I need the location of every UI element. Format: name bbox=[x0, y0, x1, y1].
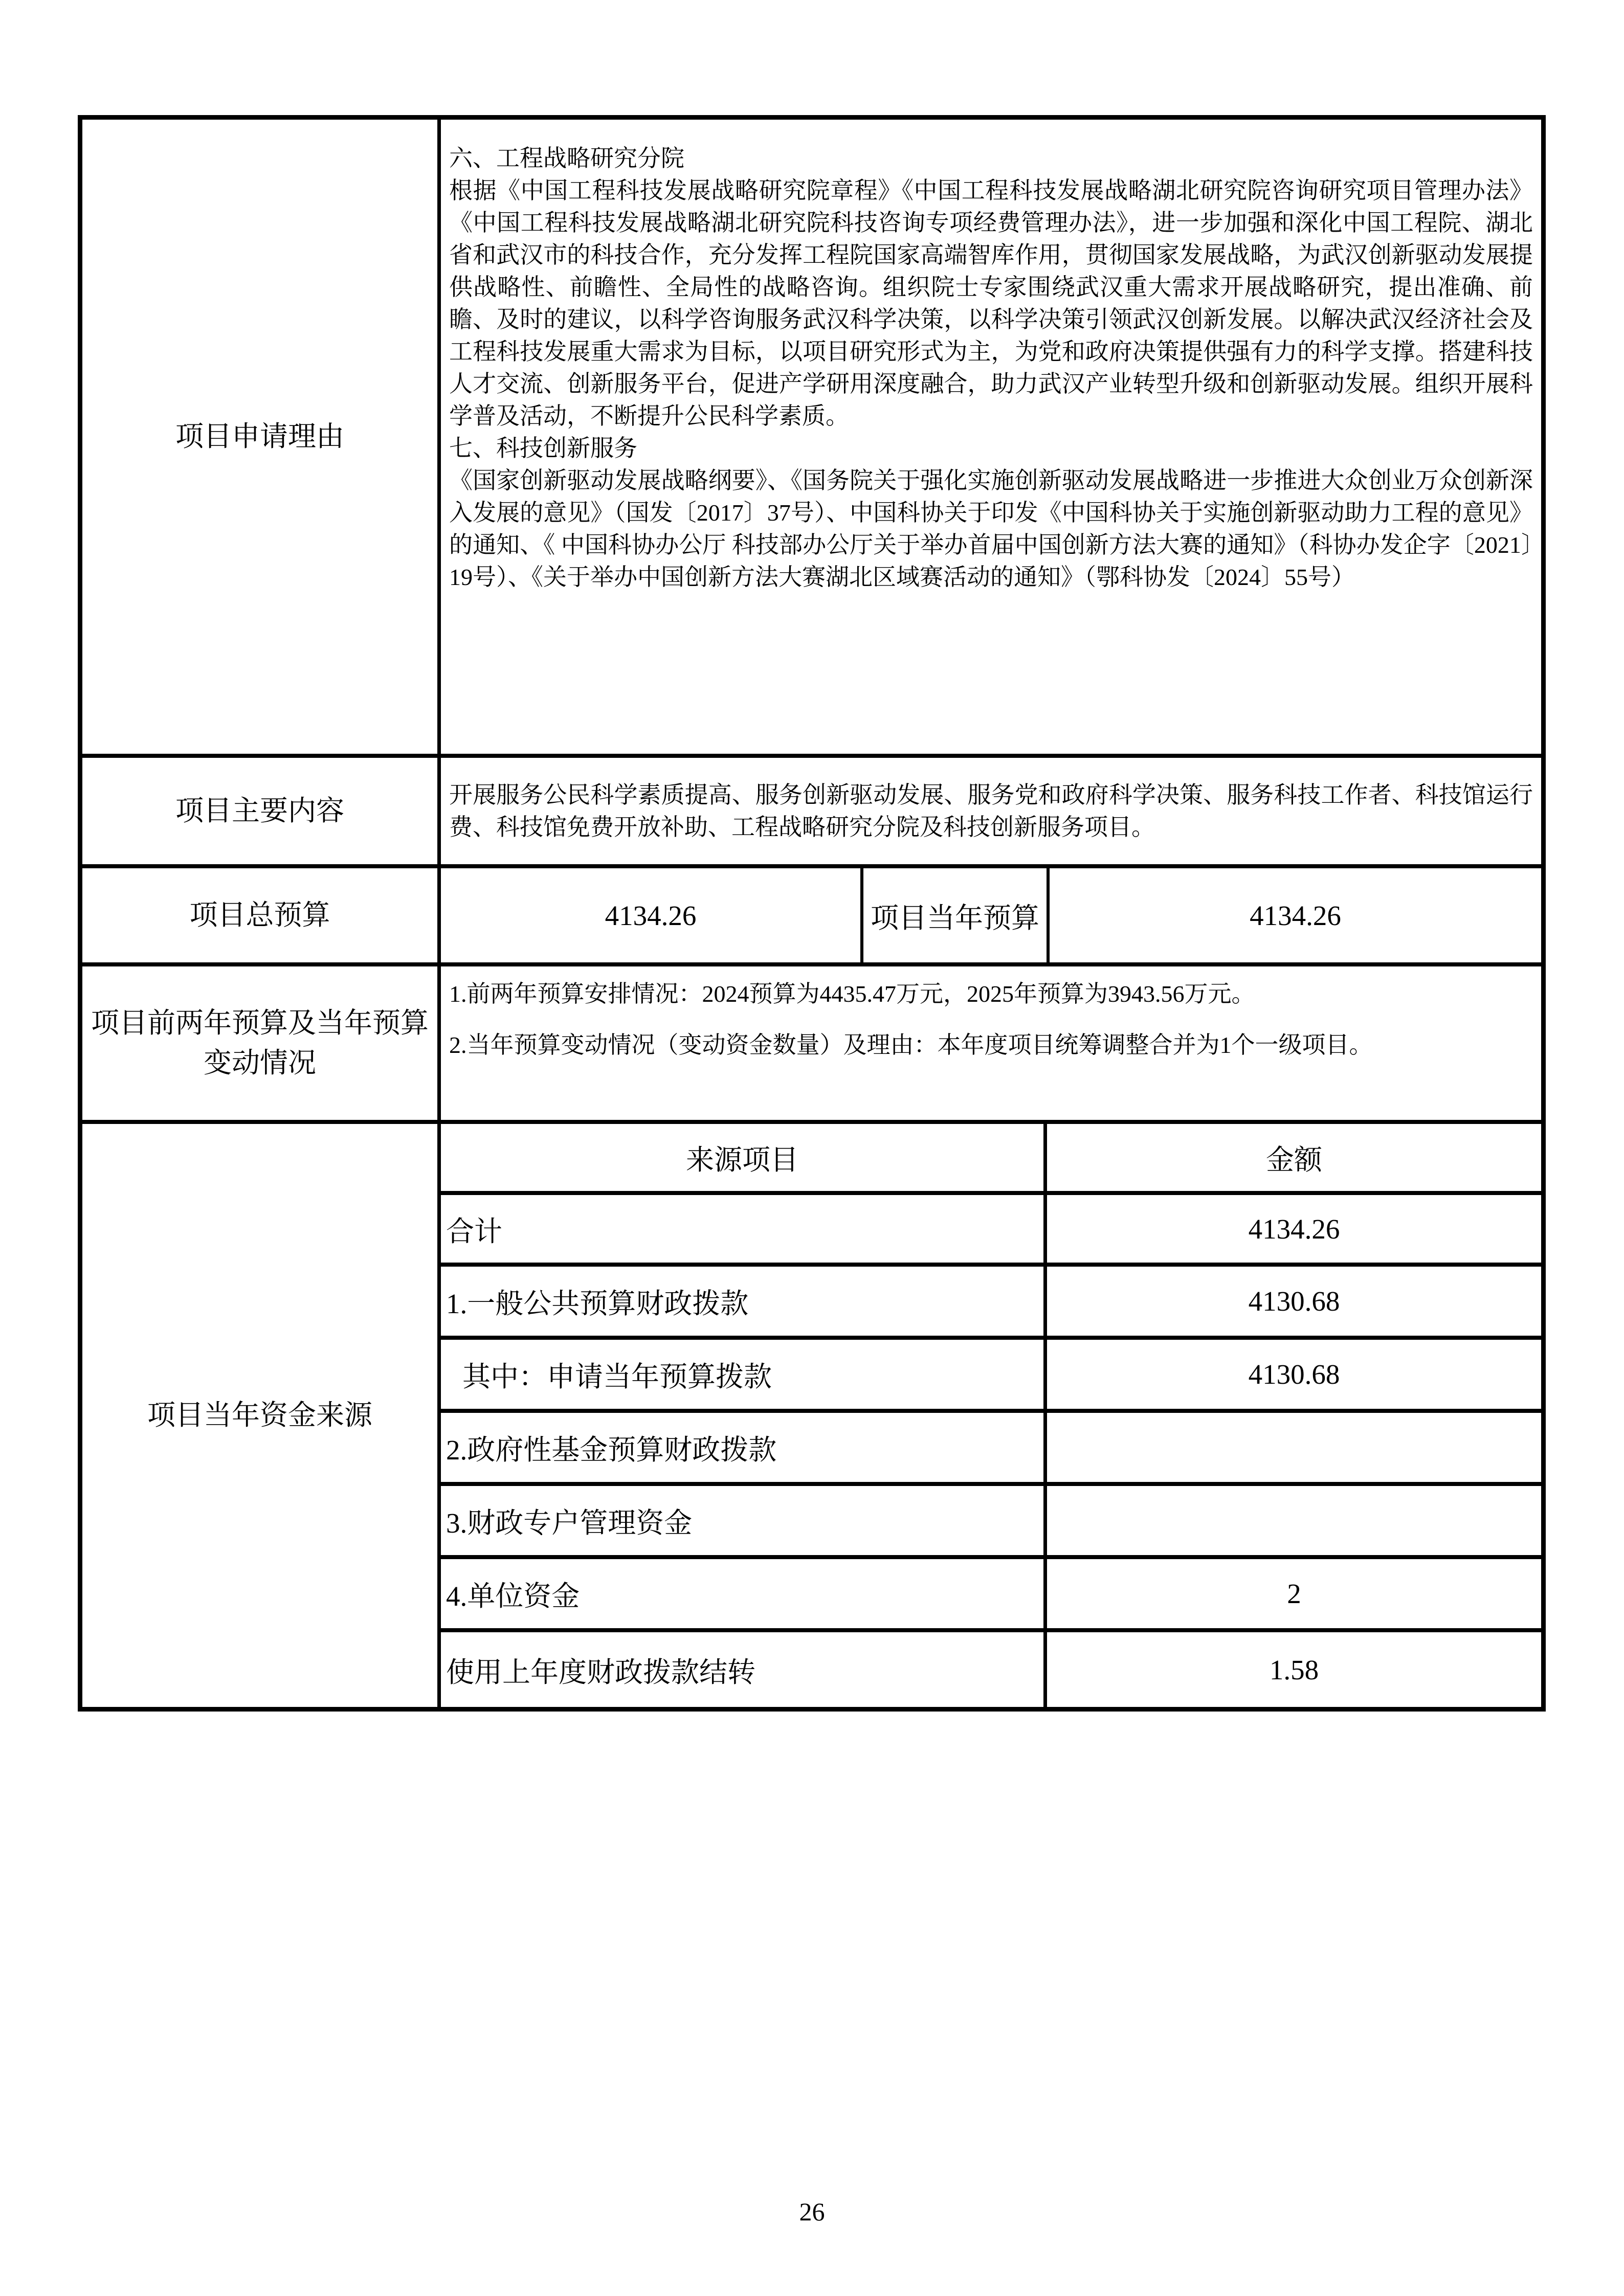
funding-row-current-year-appropriation-amount: 4130.68 bbox=[1248, 1359, 1340, 1390]
funding-sources-table-cell bbox=[441, 1124, 1541, 1707]
total-budget-label bbox=[82, 868, 441, 962]
application-reason-content bbox=[441, 120, 1541, 754]
row-funding-sources bbox=[82, 1124, 1541, 1707]
application-reason-label-text: 项目申请理由 bbox=[175, 421, 344, 452]
funding-row-unit-funds-amount: 2 bbox=[1287, 1578, 1301, 1609]
budget-change-item-2: 2.当年预算变动情况（变动资金数量）及理由：本年度项目统筹调整合并为1个一级项目。 bbox=[449, 1032, 1373, 1058]
funding-header-source: 来源项目 bbox=[685, 1144, 798, 1176]
funding-row-carryover-amount: 1.58 bbox=[1269, 1654, 1319, 1685]
funding-row-general-public-budget-amount-cell bbox=[1047, 1267, 1541, 1336]
budget-change-content bbox=[441, 966, 1541, 1120]
row-total-budget bbox=[82, 868, 1541, 966]
budget-change-label-line1: 项目前两年预算及当年预算 bbox=[91, 1007, 429, 1039]
application-reason-paragraphs bbox=[441, 120, 1541, 593]
funding-row-current-year-appropriation-amount-cell bbox=[1047, 1340, 1541, 1409]
funding-row-unit-funds-name: 4.单位资金 bbox=[441, 1559, 1047, 1628]
funding-row-total bbox=[441, 1195, 1541, 1267]
funding-row-government-fund-budget-name: 2.政府性基金预算财政拨款 bbox=[441, 1413, 1047, 1482]
funding-row-unit-funds-amount-cell bbox=[1047, 1559, 1541, 1628]
funding-row-fiscal-special-account-name: 3.财政专户管理资金 bbox=[441, 1486, 1047, 1555]
funding-row-general-public-budget-name: 1.一般公共预算财政拨款 bbox=[441, 1267, 1047, 1336]
row-main-content bbox=[82, 758, 1541, 868]
main-content-label-text: 项目主要内容 bbox=[175, 795, 344, 826]
budget-change-item-1: 1.前两年预算安排情况：2024预算为4435.47万元，2025年预算为3943.56万元。 bbox=[449, 981, 1255, 1007]
funding-row-total-name: 合计 bbox=[441, 1195, 1047, 1263]
budget-change-label bbox=[82, 966, 441, 1120]
funding-sources-label bbox=[82, 1124, 441, 1707]
funding-header-amount-cell bbox=[1047, 1124, 1541, 1191]
budget-change-label-line2: 变动情况 bbox=[203, 1047, 316, 1078]
funding-header-amount: 金额 bbox=[1265, 1144, 1322, 1176]
funding-row-carryover-amount-cell bbox=[1047, 1632, 1541, 1707]
funding-row-unit-funds bbox=[441, 1559, 1541, 1632]
page-number: 26 bbox=[799, 2197, 825, 2226]
funding-row-total-amount-cell bbox=[1047, 1195, 1541, 1263]
current-year-budget-value: 4134.26 bbox=[1250, 899, 1341, 931]
reason-paragraph-1: 六、工程战略研究分院 bbox=[449, 145, 684, 171]
row-application-reason bbox=[82, 120, 1541, 758]
funding-row-government-fund-budget-amount-cell bbox=[1047, 1413, 1541, 1482]
funding-header-source-cell bbox=[441, 1124, 1047, 1191]
total-budget-value: 4134.26 bbox=[605, 899, 697, 931]
main-content-cell bbox=[441, 758, 1541, 864]
current-year-budget-label: 项目当年预算 bbox=[870, 902, 1039, 934]
reason-paragraph-3: 七、科技创新服务 bbox=[449, 435, 637, 461]
funding-row-fiscal-special-account-amount-cell bbox=[1047, 1486, 1541, 1555]
reason-paragraph-4: 《国家创新驱动发展战略纲要》、《国务院关于强化实施创新驱动发展战略进一步推进大众创业万众创新深入发展的意见》（国发〔2017〕37号）、中国科协关于印发《中国科协关于实施创新驱动助力工程的意见》的通知、《 中国科协办公厅 科技部办公厅关于举办首届中国创新方法大赛的通知》（科协办发企字〔2021〕19号）、《关于举办中国创新方法大赛湖北区域赛活动的通知》（鄂科协发〔2024〕55号） bbox=[449, 467, 1533, 590]
funding-row-current-year-appropriation-name: 其中：申请当年预算拨款 bbox=[441, 1340, 1047, 1409]
funding-row-government-fund-budget bbox=[441, 1413, 1541, 1486]
budget-change-items bbox=[441, 966, 1541, 1071]
current-year-budget-value-cell bbox=[1050, 868, 1541, 962]
funding-row-general-public-budget-amount: 4130.68 bbox=[1248, 1286, 1340, 1317]
main-content-text-block bbox=[441, 758, 1541, 864]
funding-row-general-public-budget bbox=[441, 1267, 1541, 1340]
row-budget-change bbox=[82, 966, 1541, 1124]
reason-paragraph-2: 根据《中国工程科技发展战略研究院章程》《中国工程科技发展战略湖北研究院咨询研究项目管理办法》《中国工程科技发展战略湖北研究院科技咨询专项经费管理办法》，进一步加强和深化中国工程院、湖北省和武汉市的科技合作，充分发挥工程院国家高端智库作用，贯彻国家发展战略，为武汉创新驱动发展提供战略性、前瞻性、全局性的战略咨询。组织院士专家围绕武汉重大需求开展战略研究，提出准确、前瞻、及时的建议，以科学咨询服务武汉科学决策，以科学决策引领武汉创新发展。以解决武汉经济社会及工程科技发展重大需求为目标，以项目研究形式为主，为党和政府决策提供强有力的科学支撑。搭建科技人才交流、创新服务平台，促进产学研用深度融合，助力武汉产业转型升级和创新驱动发展。组织开展科学普及活动，不断提升公民科学素质。 bbox=[449, 177, 1533, 429]
main-content-label bbox=[82, 758, 441, 864]
funding-row-total-amount: 4134.26 bbox=[1248, 1213, 1340, 1245]
funding-row-carryover bbox=[441, 1632, 1541, 1707]
funding-header-row bbox=[441, 1124, 1541, 1195]
current-year-budget-label-cell bbox=[863, 868, 1050, 962]
funding-row-carryover-name: 使用上年度财政拨款结转 bbox=[441, 1632, 1047, 1707]
funding-sources-label-text: 项目当年资金来源 bbox=[147, 1400, 372, 1431]
main-content-text: 开展服务公民科学素质提高、服务创新驱动发展、服务党和政府科学决策、服务科技工作者、科技馆运行费、科技馆免费开放补助、工程战略研究分院及科技创新服务项目。 bbox=[449, 782, 1533, 840]
funding-row-fiscal-special-account bbox=[441, 1486, 1541, 1559]
total-budget-value-cell bbox=[441, 868, 863, 962]
funding-row-current-year-appropriation bbox=[441, 1340, 1541, 1413]
application-reason-label bbox=[82, 120, 441, 754]
project-budget-table bbox=[78, 115, 1546, 1712]
total-budget-label-text: 项目总预算 bbox=[189, 899, 330, 931]
funding-table bbox=[441, 1124, 1541, 1707]
